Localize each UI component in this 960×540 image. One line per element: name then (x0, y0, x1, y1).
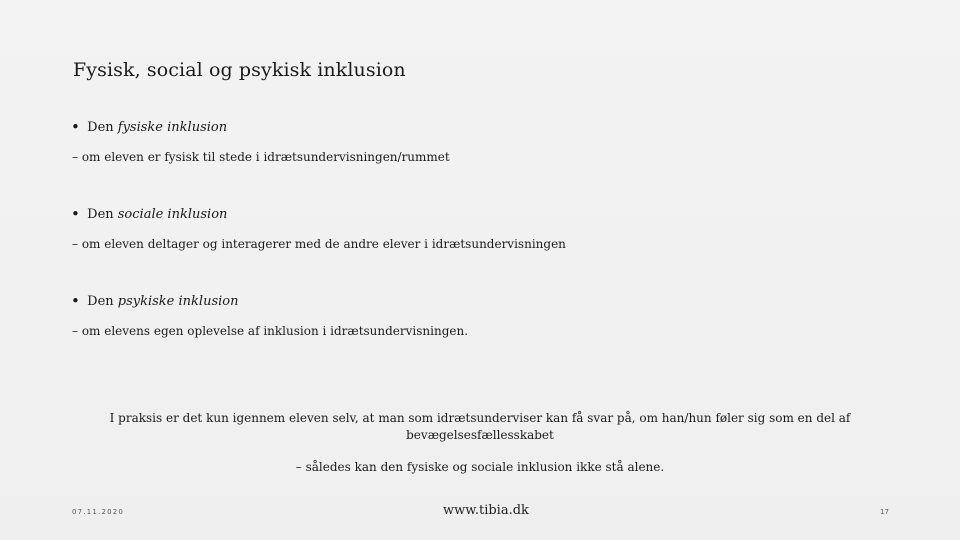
bullet-physical-detail: – om eleven er fysisk til stede i idrætsundervisningen/rummet (72, 150, 450, 164)
bullet-social (71, 205, 227, 223)
conclusion-text: I praksis er det kun igennem eleven selv, at man som idrætsunderviser kan få svar på, om han/hun føler sig som en del af bevægelsesfællesskabet (109, 411, 851, 442)
bullet-dot-icon: • (71, 205, 80, 223)
conclusion-subtext: – således kan den fysiske og sociale inklusion ikke stå alene. (295, 460, 665, 474)
footer-url: www.tibia.dk (443, 503, 529, 518)
bullet-psychological-detail: – om elevens egen oplevelse af inklusion i idrætsundervisningen. (72, 324, 469, 338)
footer-date: 07.11.2020 (72, 508, 125, 516)
bullet-prefix: Den (87, 294, 118, 309)
bullet-psychological (71, 292, 238, 310)
bullet-dot-icon: • (71, 118, 80, 136)
bullet-physical (71, 118, 227, 136)
slide-number: 17 (880, 508, 889, 516)
bullet-prefix: Den (87, 120, 118, 135)
bullet-emphasis: sociale inklusion (117, 207, 228, 222)
bullet-social-detail: – om eleven deltager og interagerer med de andre elever i idrætsundervisningen (72, 237, 566, 251)
bullet-prefix: Den (87, 207, 118, 222)
bullet-emphasis: psykiske inklusion (117, 294, 239, 309)
slide-title: Fysisk, social og psykisk inklusion (73, 59, 406, 81)
bullet-emphasis: fysiske inklusion (117, 120, 228, 135)
bullet-dot-icon: • (71, 292, 80, 310)
